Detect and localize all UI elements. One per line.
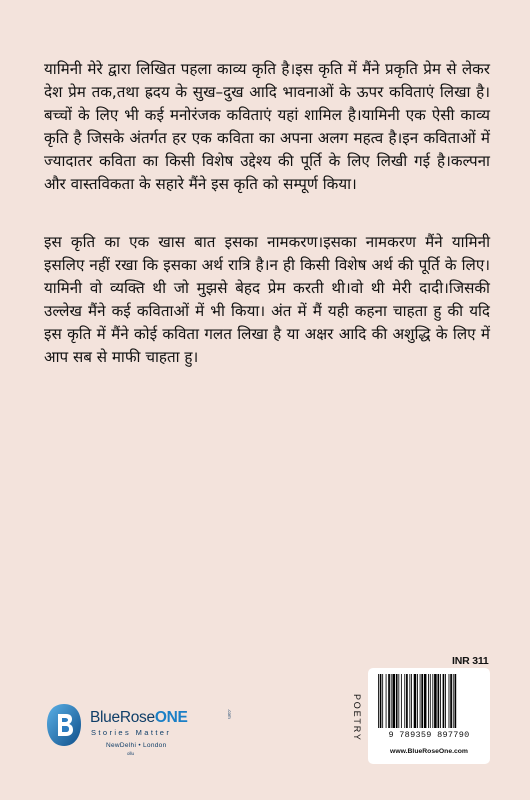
barcode-bar — [388, 674, 390, 728]
barcode-bar — [401, 674, 402, 728]
publisher-name-mark: .com — [227, 709, 232, 719]
barcode-bar — [443, 674, 445, 728]
barcode-bar — [445, 674, 446, 728]
barcode-bar — [392, 674, 395, 728]
description-paragraph-2: इस कृति का एक खास बात इसका नामकरण।इसका नामकरण मैंने यामिनी इसलिए नहीं रखा कि इसका अर्थ रात्रि है।न ही किसी विशेष अर्थ की पूर्ति के लिए।यामिनी वो व्यक्ति थी जो मुझसे बेहद प्रेम करती थी।वो थी मेरी दादी।जिसकी उल्लेख मैंने कई कविताओं में भी किया। अंत में मैं यही कहना चाहता हु की यदि इस कृति में मैंने कोई कविता गलत लिखा है या अक्षर आदि की अशुद्धि के लिए में आप सब से माफी चाहता हु। — [44, 233, 490, 366]
barcode-bar — [420, 674, 421, 728]
publisher-sub-brand: ollu — [127, 751, 135, 756]
isbn-number: 9 789359 897790 — [388, 730, 470, 740]
barcode-bar — [440, 674, 441, 728]
barcode-bar — [434, 674, 437, 728]
barcode-bar — [432, 674, 433, 728]
blue-b-logo-icon — [45, 702, 83, 748]
barcode-bar — [449, 674, 450, 728]
barcode-bar — [406, 674, 408, 728]
barcode-bar — [411, 674, 412, 728]
isbn-barcode — [368, 668, 490, 764]
barcode-bar — [396, 674, 398, 728]
barcode-bar — [455, 674, 457, 728]
barcode-bar — [421, 674, 423, 728]
barcode-bar — [378, 674, 379, 728]
barcode-bar — [398, 674, 399, 728]
barcode-bar — [424, 674, 427, 728]
publisher-logo — [40, 700, 250, 756]
genre-label: POETRY — [352, 694, 362, 742]
barcode-bar — [414, 674, 417, 728]
barcode-bar — [380, 674, 382, 728]
website-url: www.BlueRoseOne.com — [390, 748, 468, 755]
publisher-name: BlueRoseONE — [90, 709, 188, 726]
barcode-bar — [428, 674, 429, 728]
barcode-bar — [430, 674, 431, 728]
description-paragraph-1: यामिनी मेरे द्वारा लिखित पहला काव्य कृति है।इस कृति में मैंने प्रकृति प्रेम से लेकर देश प्रेम तक,तथा ह्रदय के सुख–दुख आदि भावनाओं के ऊपर कविताएं लिखा है।बच्चों के लिए भी कई मनोरंजक कविताएं यहां शामिल है।यामिनी एक ऐसी काव्य कृति है जिसके अंतर्गत हर एक कविता का अपना अलग महत्व है।इन कविताओं में ज्यादातर कविता का किसी विशेष उद्देश्य की पूर्ति के लिए लिखी गई है।कल्पना और वास्तविकता के सहारे मैंने इस कृति को सम्पूर्ण किया। — [44, 60, 490, 193]
barcode-bar — [391, 674, 392, 728]
barcode-bar — [409, 674, 410, 728]
barcode-bar — [450, 674, 452, 728]
barcode-bar — [453, 674, 454, 728]
barcode-bar — [438, 674, 440, 728]
barcode-bar — [404, 674, 405, 728]
barcode-bar — [386, 674, 387, 728]
publisher-tagline: Stories Matter — [91, 728, 172, 737]
barcode-graphic — [376, 674, 482, 730]
price-label: INR 311 — [452, 655, 489, 667]
publisher-cities: NewDelhi • London — [106, 742, 167, 749]
barcode-bar — [382, 674, 383, 728]
barcode-bar — [417, 674, 418, 728]
